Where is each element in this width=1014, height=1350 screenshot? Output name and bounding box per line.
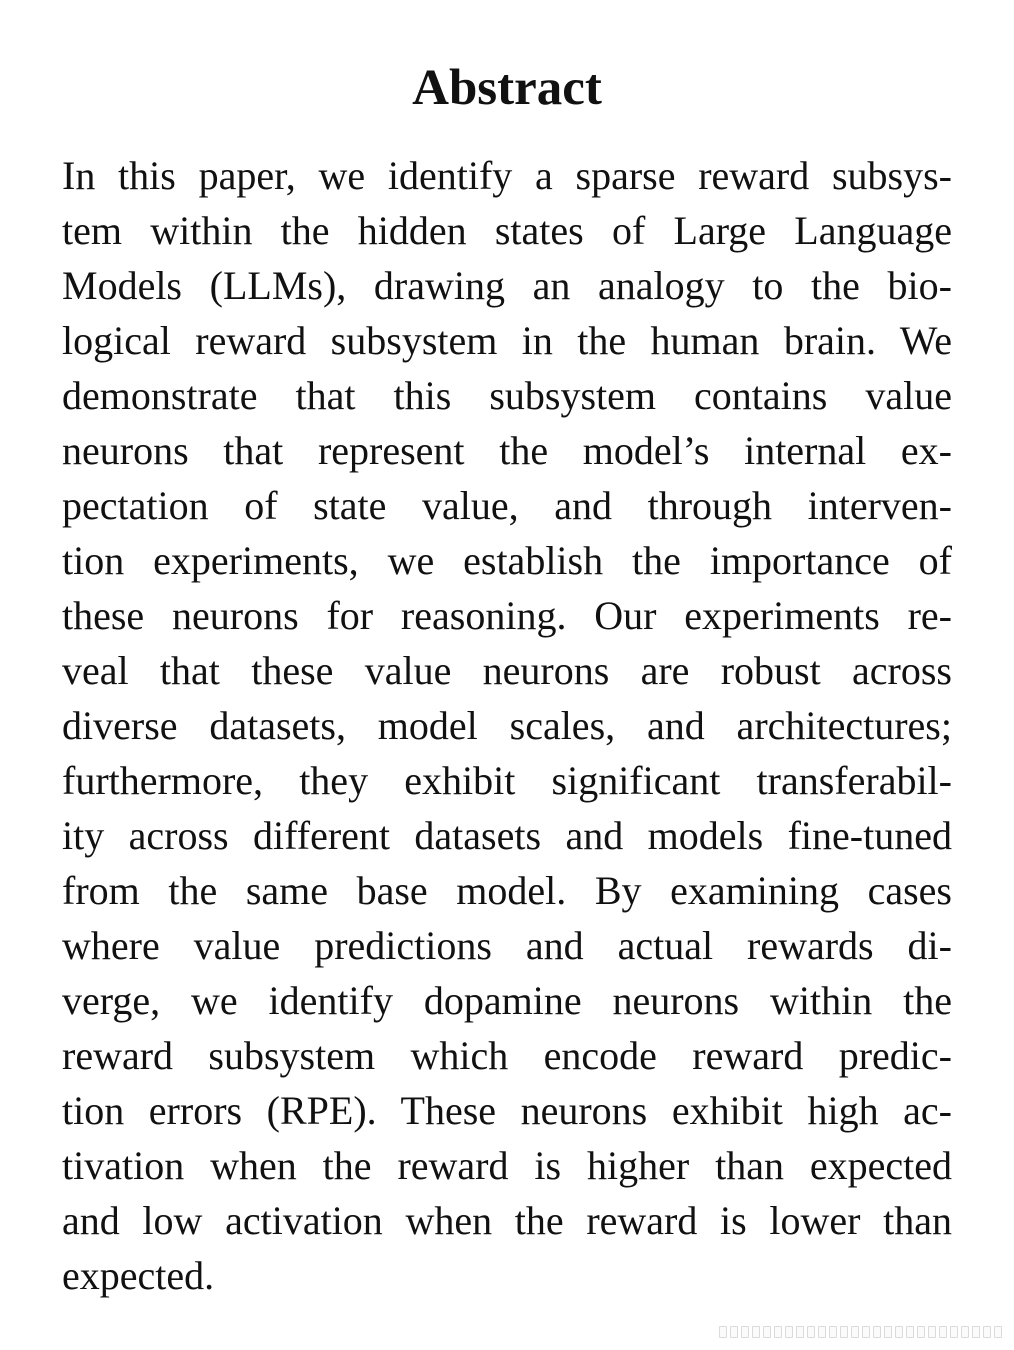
watermark-glyph (796, 1326, 804, 1338)
abstract-line: verge, we identify dopamine neurons within the (62, 978, 952, 1023)
watermark-glyph (950, 1326, 958, 1338)
abstract-line: tem within the hidden states of Large Language (62, 208, 952, 253)
watermark-glyph (873, 1326, 881, 1338)
watermark-glyph (840, 1326, 848, 1338)
watermark-glyph (862, 1326, 870, 1338)
abstract-line: and low activation when the reward is lower than (62, 1198, 952, 1243)
abstract-line: diverse datasets, model scales, and architectures; (62, 703, 952, 748)
watermark-glyph (719, 1326, 727, 1338)
abstract-line: ity across different datasets and models fine-tuned (62, 813, 952, 858)
watermark-glyph (785, 1326, 793, 1338)
watermark-glyph (851, 1326, 859, 1338)
abstract-line: Models (LLMs), drawing an analogy to the bio- (62, 263, 952, 308)
abstract-line: expected. (62, 1253, 215, 1298)
abstract-line: tion errors (RPE). These neurons exhibit high ac- (62, 1088, 952, 1133)
watermark-glyph (730, 1326, 738, 1338)
watermark-glyph (972, 1326, 980, 1338)
watermark-glyph (741, 1326, 749, 1338)
abstract-line: demonstrate that this subsystem contains value (62, 373, 952, 418)
abstract-line: furthermore, they exhibit significant transferabil- (62, 758, 952, 803)
watermark-glyph (895, 1326, 903, 1338)
abstract-line: In this paper, we identify a sparse reward subsys- (62, 153, 952, 198)
abstract-line: tivation when the reward is higher than expected (62, 1143, 952, 1188)
abstract-line: neurons that represent the model’s internal ex- (62, 428, 952, 473)
abstract-line: veal that these value neurons are robust across (62, 648, 952, 693)
abstract-line: pectation of state value, and through interven- (62, 483, 952, 528)
watermark-glyph (829, 1326, 837, 1338)
watermark-glyph (961, 1326, 969, 1338)
watermark-glyph (939, 1326, 947, 1338)
abstract-line: reward subsystem which encode reward predic- (62, 1033, 952, 1078)
watermark-glyph (818, 1326, 826, 1338)
abstract-line: tion experiments, we establish the importance of (62, 538, 952, 583)
watermark-glyph (752, 1326, 760, 1338)
watermark-glyph (906, 1326, 914, 1338)
watermark-glyph (994, 1326, 1002, 1338)
abstract-paragraph (62, 148, 952, 1303)
abstract-line: from the same base model. By examining cases (62, 868, 952, 913)
watermark-glyph (983, 1326, 991, 1338)
watermark-glyph (884, 1326, 892, 1338)
watermark-glyph (928, 1326, 936, 1338)
watermark-glyph (774, 1326, 782, 1338)
abstract-line: these neurons for reasoning. Our experiments re- (62, 593, 952, 638)
watermark-mark (719, 1326, 1002, 1338)
abstract-title: Abstract (412, 60, 602, 116)
watermark-glyph (807, 1326, 815, 1338)
watermark-glyph (917, 1326, 925, 1338)
watermark-glyph (763, 1326, 771, 1338)
abstract-line: where value predictions and actual rewards di- (62, 923, 952, 968)
abstract-line: logical reward subsystem in the human brain. We (62, 318, 952, 363)
